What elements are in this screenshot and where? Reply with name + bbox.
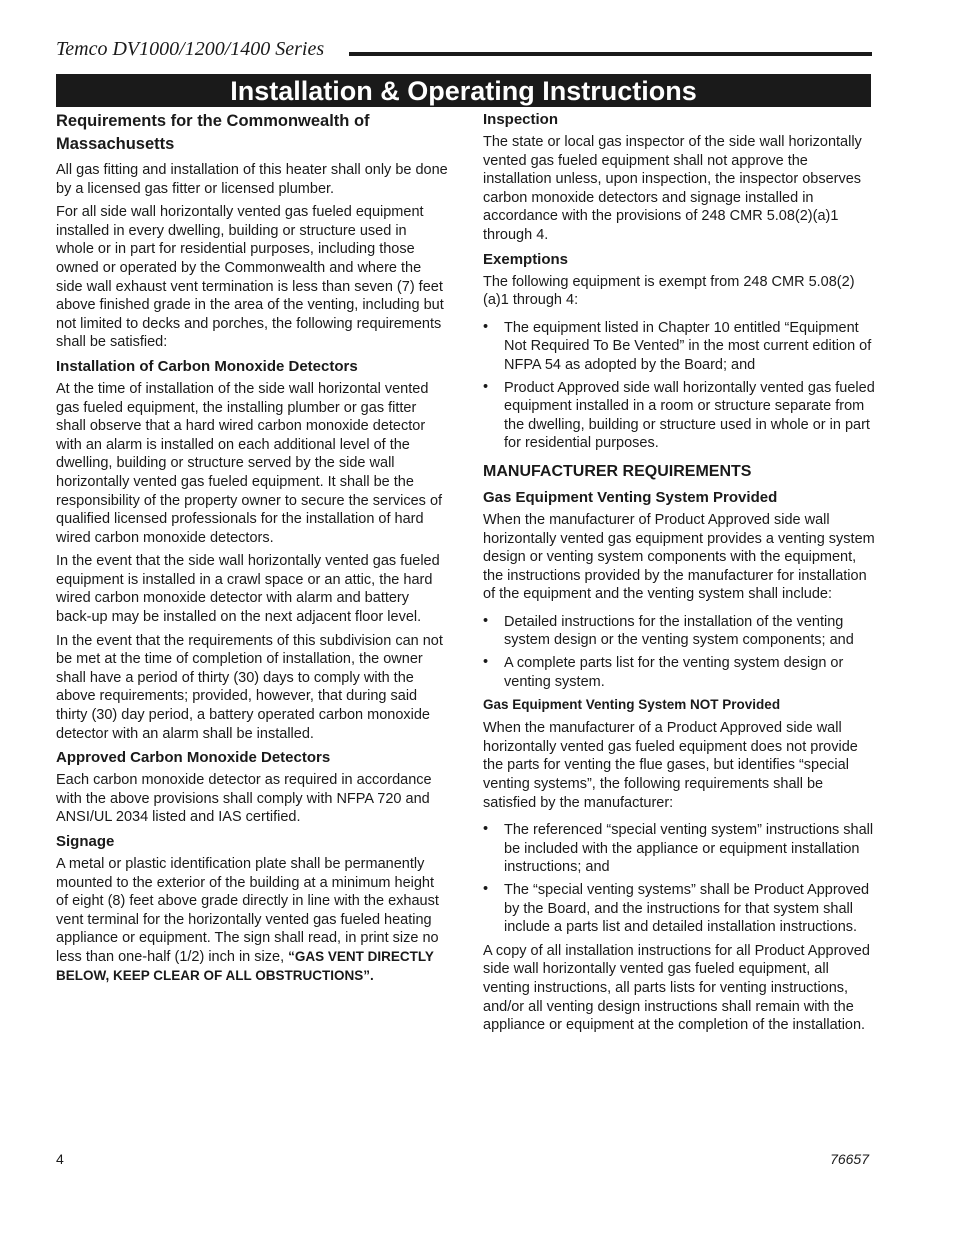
- intro-paragraph-2: For all side wall horizontally vented gas fueled equipment installed in every dwelling, building or structure used in whole or in part for residential purposes, including those owned or operated by the Commonwealth and where the side wall exhaust vent termination is less than seven (7) feet above finished grade in the area of the venting, including but not limited to decks and porches, the following requirements shall be satisfied:: [56, 204, 444, 351]
- venting-not-provided-paragraph: When the manufacturer of a Product Approved side wall horizontally vented gas fueled equipment does not provide the parts for venting the flue gases, but identifies “special venting systems”, the following requirements shall be satisfied by the manufacturer:: [483, 720, 858, 811]
- co-detectors-heading: Installation of Carbon Monoxide Detectors: [56, 357, 358, 375]
- venting-provided-heading: Gas Equipment Venting System Provided: [483, 488, 778, 506]
- signage-emphasis: “GAS VENT DIRECTLY BELOW, KEEP CLEAR OF ALL OBSTRUCTIONS”.: [56, 948, 434, 983]
- signage-paragraph: [56, 855, 448, 985]
- exemptions-list: [483, 319, 875, 453]
- left-column: [56, 110, 448, 990]
- co-paragraph-3: In the event that the requirements of this subdivision can not be met at the time of completion of installation, the owner shall have a period of thirty (30) days to comply with the above requirements; provided, however, that during said thirty (30) day period, a battery operated carbon monoxide detector with an alarm shall be installed.: [56, 632, 443, 742]
- exemptions-paragraph: The following equipment is exempt from 248 CMR 5.08(2)(a)1 through 4:: [483, 273, 855, 309]
- bullet-icon: •: [483, 378, 489, 395]
- right-column: [483, 110, 875, 1040]
- massachusetts-heading: Requirements for the Commonwealth of Massachusetts: [56, 112, 370, 153]
- inspection-paragraph: The state or local gas inspector of the side wall horizontally vented gas fueled equipment shall not approve the installation unless, upon inspection, the inspector observes carbon monoxide detectors and signage installed in accordance with the provisions of 248 CMR 5.08(2)(a)1 through 4.: [483, 134, 862, 243]
- bullet-icon: •: [483, 612, 489, 629]
- page-title: Installation & Operating Instructions: [56, 74, 871, 107]
- intro-paragraph-1: All gas fitting and installation of this heater shall only be done by a licensed gas fitter or licensed plumber.: [56, 162, 448, 197]
- bullet-icon: •: [483, 881, 489, 897]
- list-item: • Detailed instructions for the installation of the venting system design or the venting system components; and: [483, 612, 854, 649]
- co-paragraph-1: At the time of installation of the side wall horizontal vented gas fueled equipment, the installing plumber or gas fitter shall observe that a hard wired carbon monoxide detector with an alarm is installed on each additional level of the dwelling, building or structure served by the side wall horizontally vented gas fueled equipment. It shall be the responsibility of the property owner to secure the services of qualified licensed professionals for the installation of hard wired carbon monoxide detectors.: [56, 380, 443, 546]
- list-item: • The equipment listed in Chapter 10 entitled “Equipment Not Required To Be Vented” in the most current edition of NFPA 54 as adopted by the Board; and: [483, 318, 872, 373]
- venting-not-provided-heading: Gas Equipment Venting System NOT Provided: [483, 697, 781, 713]
- list-item: • The “special venting systems” shall be Product Approved by the Board, and the instructions for that system shall include a parts list and detailed installation instructions.: [483, 881, 870, 936]
- manufacturer-requirements-heading: MANUFACTURER REQUIREMENTS: [483, 462, 752, 480]
- approved-detectors-heading: Approved Carbon Monoxide Detectors: [56, 749, 331, 767]
- bullet-icon: •: [483, 318, 489, 335]
- list-item: • A complete parts list for the venting system design or venting system.: [483, 654, 844, 690]
- page-number: 4: [56, 1151, 64, 1167]
- list-item: • The referenced “special venting system” instructions shall be included with the appliance or equipment installation instructions; and: [483, 821, 874, 876]
- list-item: • Product Approved side wall horizontally vented gas fueled equipment installed in a room or structure separate from the dwelling, building or structure used in whole or in part for residential purposes.: [483, 378, 875, 452]
- inspection-heading: Inspection: [483, 111, 559, 128]
- exemptions-heading: Exemptions: [483, 250, 569, 268]
- approved-paragraph: Each carbon monoxide detector as required in accordance with the above provisions shall comply with NFPA 720 and ANSI/UL 2034 listed and IAS certified.: [56, 772, 432, 826]
- series-title: Temco DV1000/1200/1400 Series: [56, 38, 325, 60]
- header-rule: [349, 52, 872, 56]
- co-paragraph-2: In the event that the side wall horizontally vented gas fueled equipment is installed in a crawl space or an attic, the hard wired carbon monoxide detector with alarm and battery back-up may be installed on the next adjacent floor level.: [56, 553, 440, 626]
- venting-not-provided-list: [483, 821, 875, 937]
- signage-heading: Signage: [56, 833, 115, 850]
- venting-provided-paragraph: When the manufacturer of Product Approved side wall horizontally vented gas equipment provides a venting system design or venting system components with the equipment, the instructions provided by the manufacturer for installation of the equipment and the venting system shall include:: [483, 511, 875, 603]
- document-number: 76657: [830, 1151, 869, 1167]
- signage-text: A metal or plastic identification plate shall be permanently mounted to the exterior of the building at a minimum height of eight (8) feet above grade directly in line with the exhaust vent terminal for the horizontally vented gas fueled heating appliance or equipment. The sign shall read, in print size no less than one-half (1/2) inch in size,: [56, 856, 439, 965]
- running-header: [56, 36, 872, 62]
- bullet-icon: •: [483, 821, 489, 838]
- final-paragraph: A copy of all installation instructions for all Product Approved side wall horizontally vented gas fueled equipment, all venting instructions, all parts lists for venting instructions, and/or all venting design instructions shall remain with the appliance or equipment at the completion of the installation.: [483, 942, 870, 1034]
- bullet-icon: •: [483, 654, 489, 671]
- venting-provided-list: [483, 613, 875, 691]
